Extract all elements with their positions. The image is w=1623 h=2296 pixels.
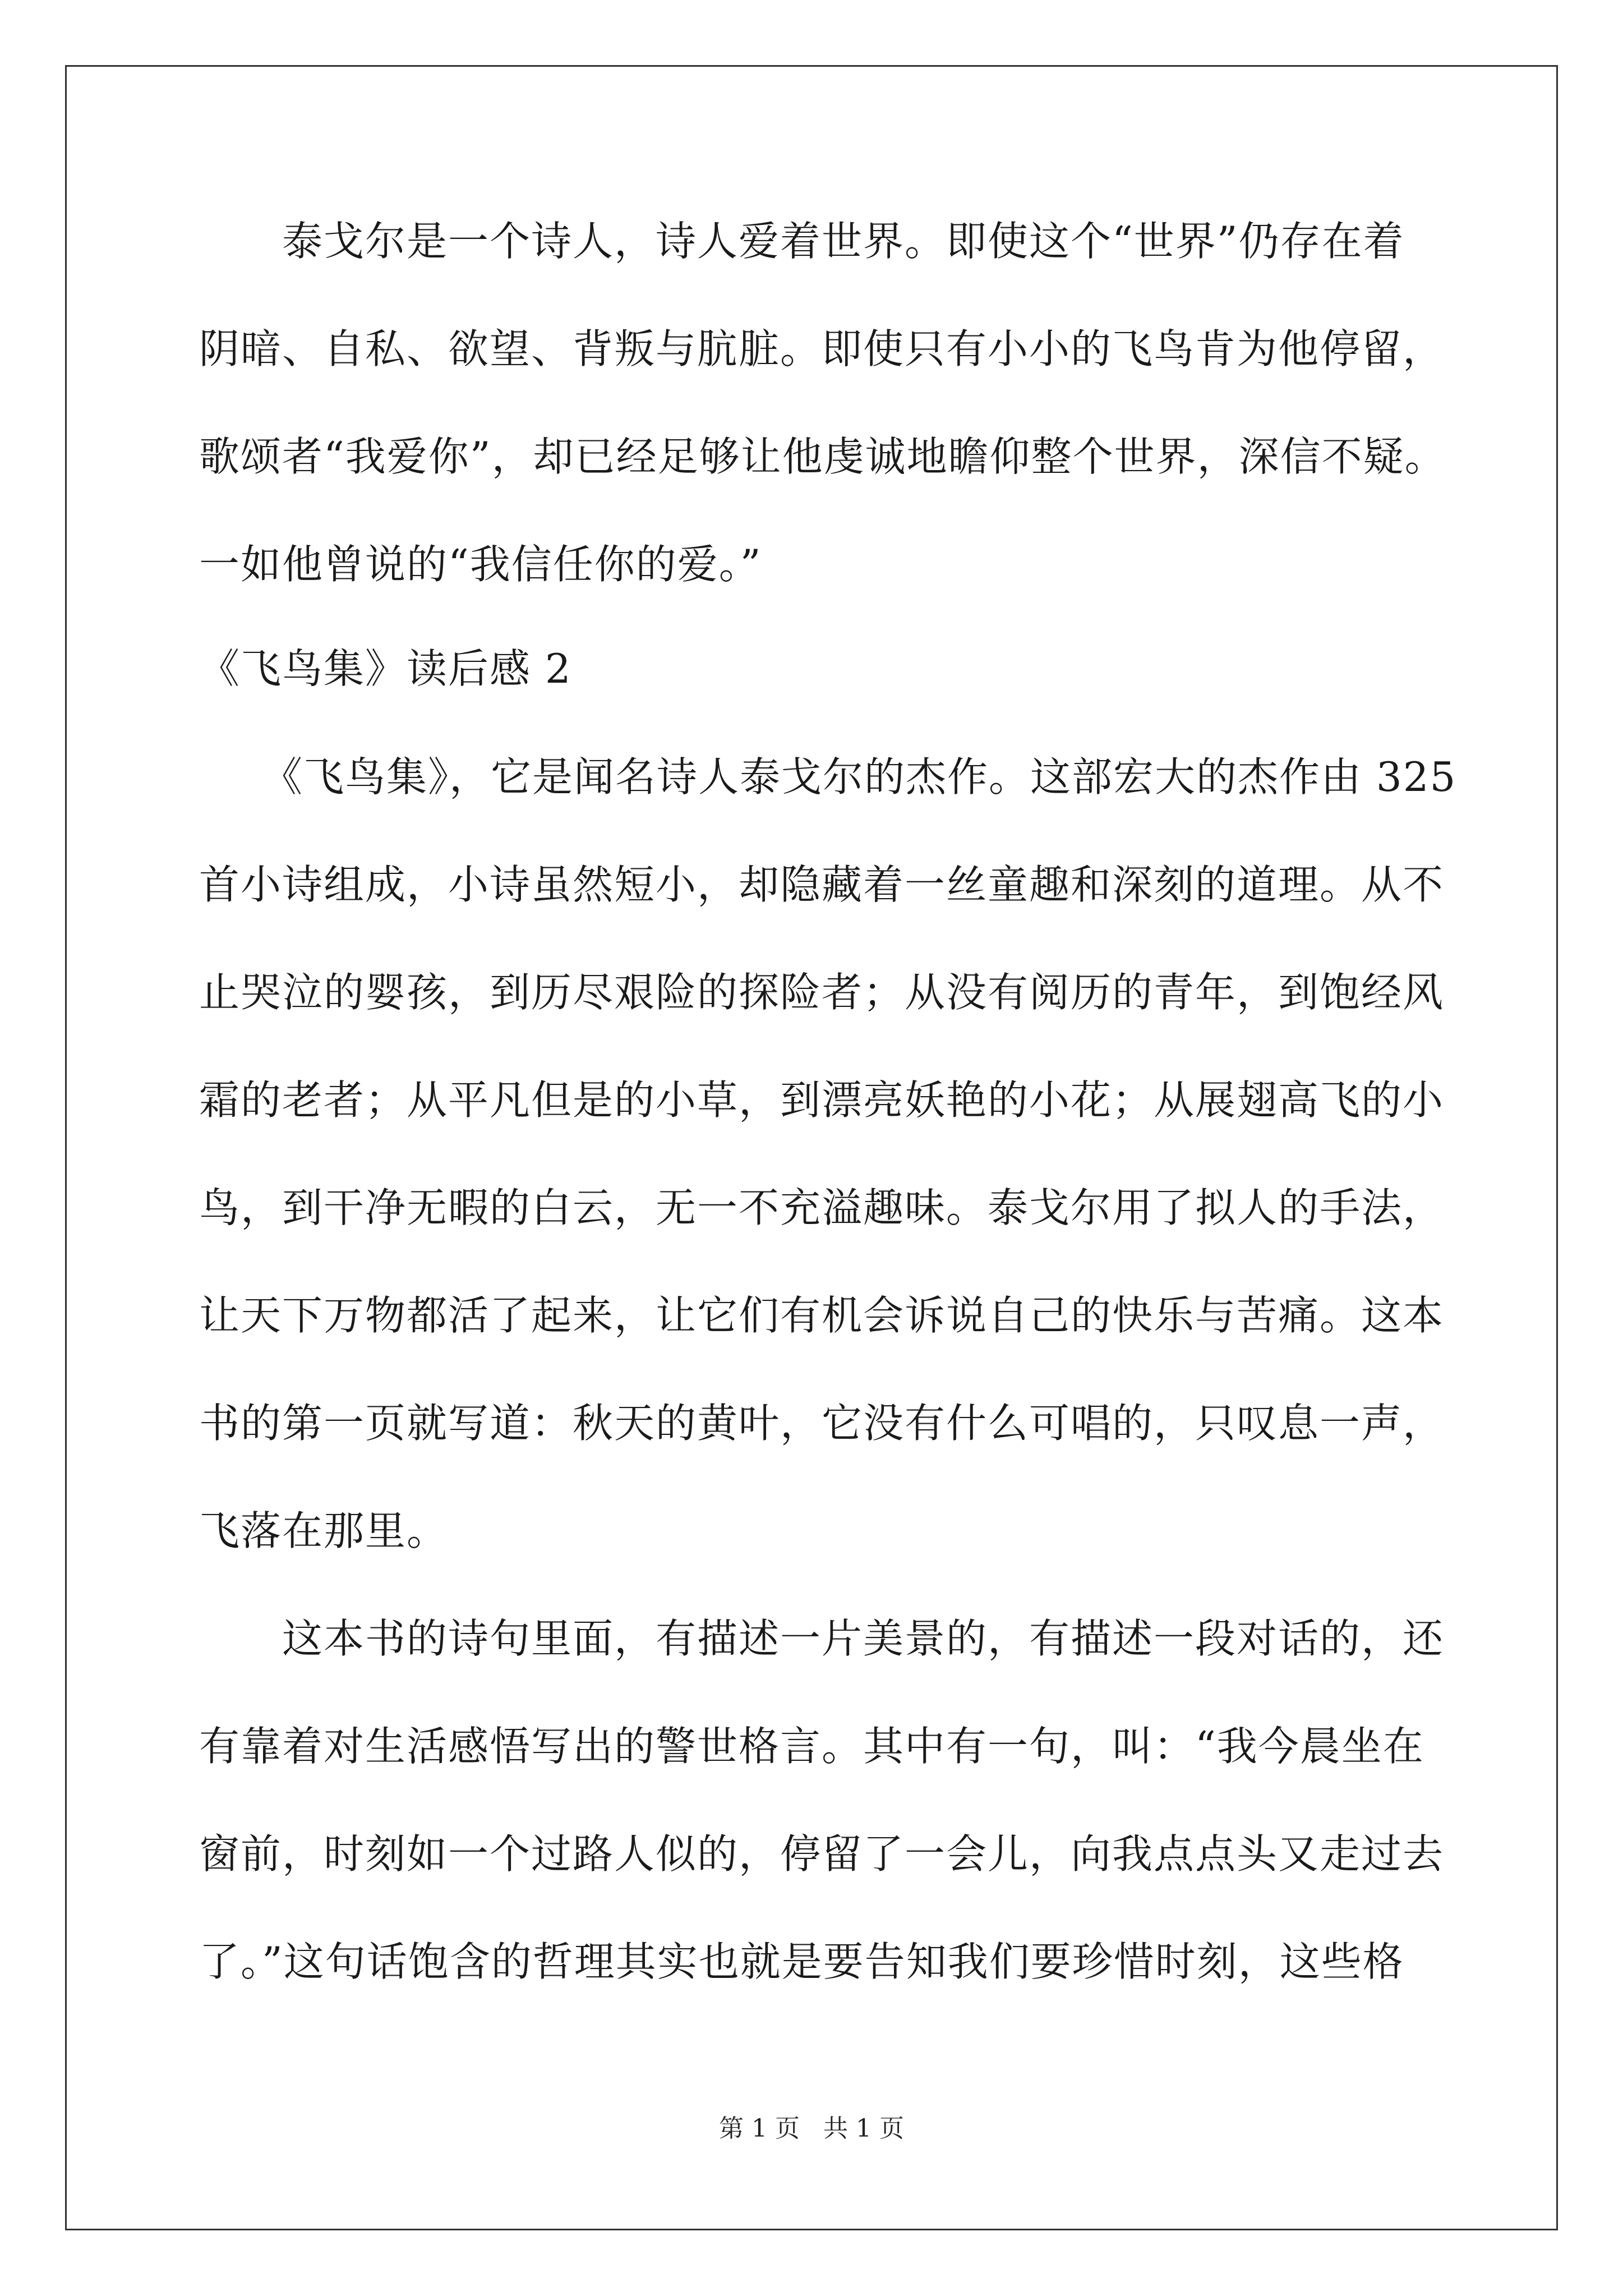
paragraph-line: 《飞鸟集》，它是闻名诗人泰戈尔的杰作。这部宏大的杰作由 325	[199, 753, 1457, 800]
paragraph-line: 阴暗、自私、欲望、背叛与肮脏。即使只有小小的飞鸟肯为他停留，	[199, 325, 1445, 372]
paragraph-line: 霜的老者；从平凡但是的小草，到漂亮妖艳的小花；从展翅高飞的小	[199, 1076, 1445, 1124]
paragraph-line: 让天下万物都活了起来，让它们有机会诉说自己的快乐与苦痛。这本	[199, 1292, 1445, 1339]
page-footer: 第 1 页 共 1 页	[719, 2114, 904, 2143]
paragraph-line: 鸟，到干净无暇的白云，无一不充溢趣味。泰戈尔用了拟人的手法，	[199, 1184, 1445, 1231]
paragraph-line: 这本书的诗句里面，有描述一片美景的，有描述一段对话的，还	[199, 1615, 1445, 1662]
page-border	[65, 65, 1558, 2230]
paragraph-line: 了。”这句话饱含的哲理其实也就是要告知我们要珍惜时刻，这些格	[199, 1938, 1404, 1985]
section-heading: 《飞鸟集》读后感 2	[199, 645, 572, 692]
paragraph-line: 泰戈尔是一个诗人，诗人爱着世界。即使这个“世界”仍存在着	[199, 218, 1405, 265]
paragraph-line: 首小诗组成，小诗虽然短小，却隐藏着一丝童趣和深刻的道理。从不	[199, 861, 1445, 908]
paragraph-line: 有靠着对生活感悟写出的警世格言。其中有一句，叫：“我今晨坐在	[199, 1723, 1424, 1770]
paragraph-line: 书的第一页就写道：秋天的黄叶，它没有什么可唱的，只叹息一声，	[199, 1400, 1445, 1447]
paragraph-line: 歌颂者“我爱你”，却已经足够让他虔诚地瞻仰整个世界，深信不疑。	[199, 433, 1446, 480]
paragraph-line: 窗前，时刻如一个过路人似的，停留了一会儿，向我点点头又走过去	[199, 1830, 1445, 1878]
paragraph-line: 飞落在那里。	[199, 1507, 449, 1554]
paragraph-line: 一如他曾说的“我信任你的爱。”	[199, 541, 762, 588]
paragraph-line: 止哭泣的婴孩，到历尽艰险的探险者；从没有阅历的青年，到饱经风	[199, 969, 1445, 1016]
